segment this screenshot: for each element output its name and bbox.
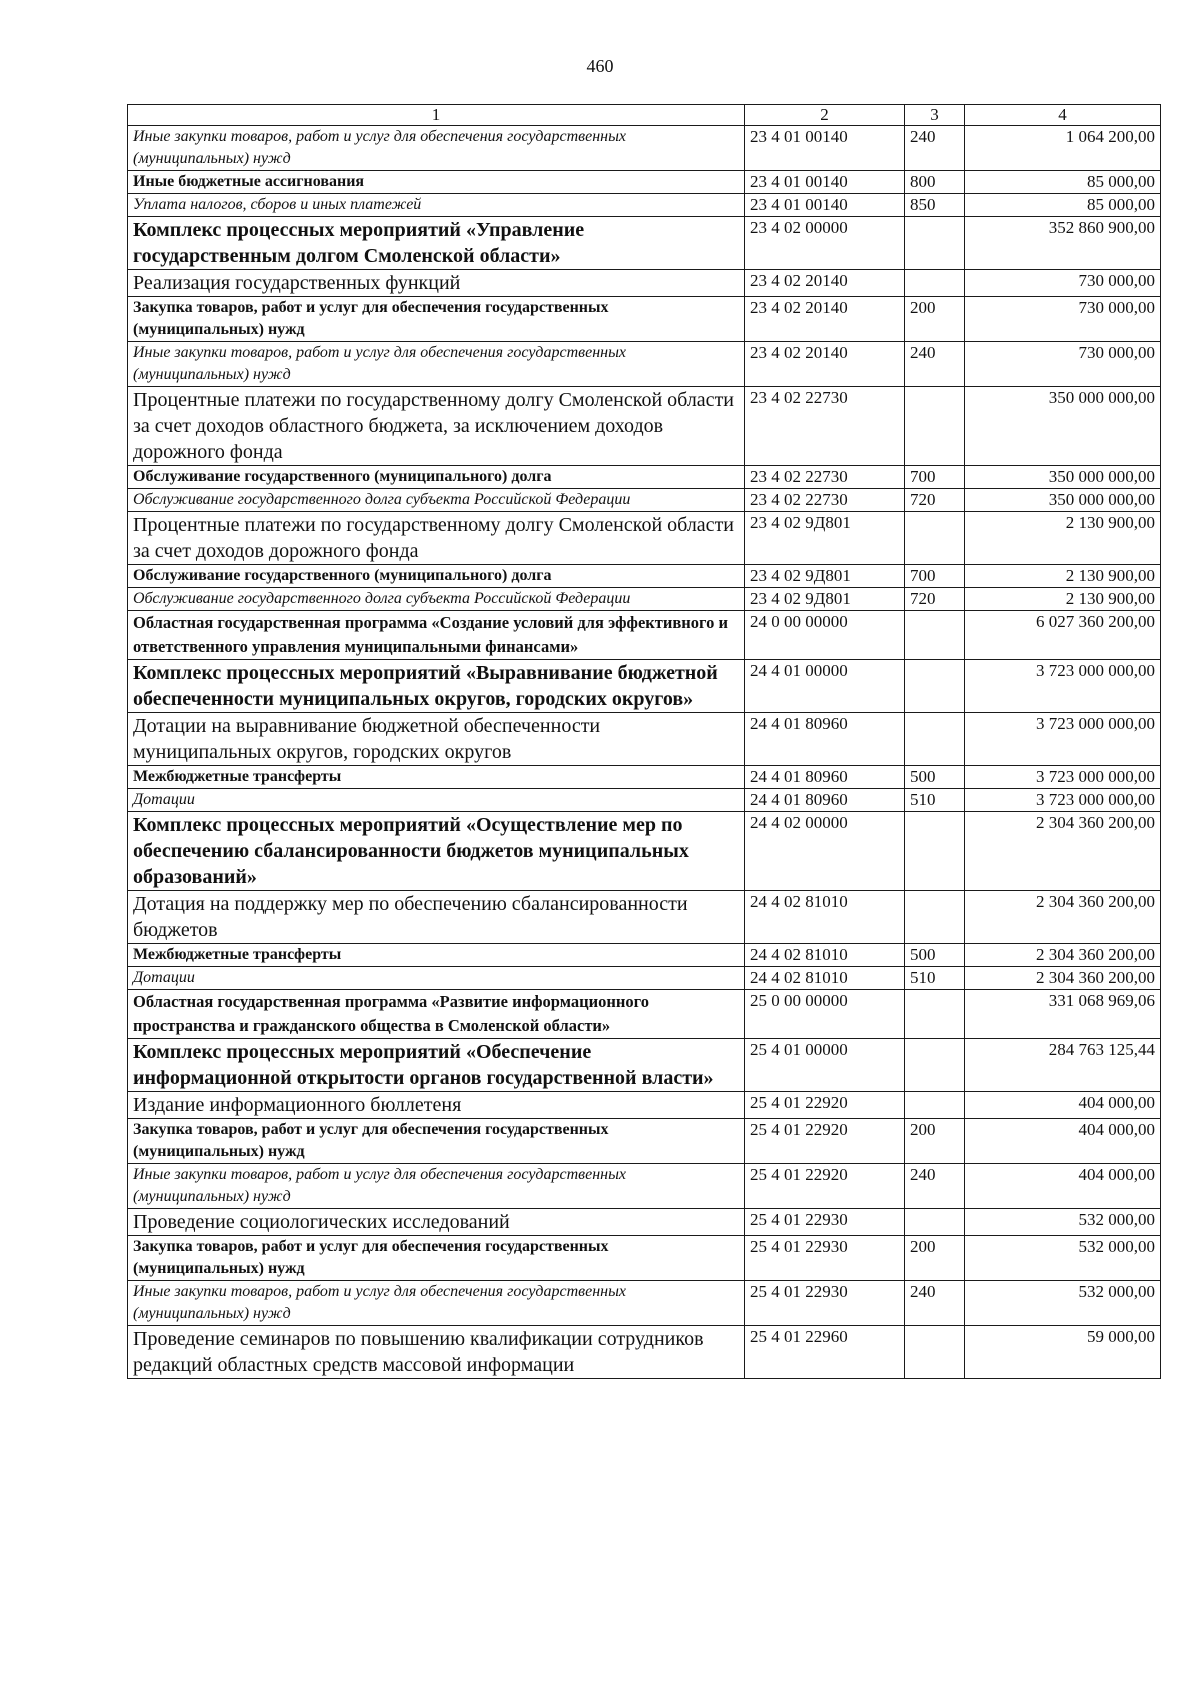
row-code-cell: 25 4 01 22920 xyxy=(745,1119,905,1164)
row-name-cell: Дотации на выравнивание бюджетной обеспеченности муниципальных округов, городских округов xyxy=(128,713,745,766)
row-name-cell: Обслуживание государственного долга субъекта Российской Федерации xyxy=(128,588,745,611)
row-name-cell: Закупка товаров, работ и услуг для обеспечения государственных (муниципальных) нужд xyxy=(128,1119,745,1164)
table-row xyxy=(128,611,1161,660)
row-expense-type-cell xyxy=(905,990,965,1039)
table-row xyxy=(128,1326,1161,1379)
row-amount-cell: 2 304 360 200,00 xyxy=(965,944,1161,967)
row-amount-cell: 2 130 900,00 xyxy=(965,565,1161,588)
row-code-cell: 25 4 01 22930 xyxy=(745,1281,905,1326)
table-row xyxy=(128,126,1161,171)
row-code-cell: 25 0 00 00000 xyxy=(745,990,905,1039)
table-row xyxy=(128,1209,1161,1236)
row-expense-type-cell: 240 xyxy=(905,342,965,387)
table-row xyxy=(128,1236,1161,1281)
table-row xyxy=(128,1164,1161,1209)
row-name-cell: Комплекс процессных мероприятий «Управление государственным долгом Смоленской области» xyxy=(128,217,745,270)
row-code-cell: 24 4 01 80960 xyxy=(745,713,905,766)
row-expense-type-cell xyxy=(905,891,965,944)
row-expense-type-cell: 240 xyxy=(905,1164,965,1209)
row-name-cell: Комплекс процессных мероприятий «Обеспечение информационной открытости органов государственной власти» xyxy=(128,1039,745,1092)
table-row xyxy=(128,297,1161,342)
row-amount-cell: 532 000,00 xyxy=(965,1236,1161,1281)
row-name-cell: Закупка товаров, работ и услуг для обеспечения государственных (муниципальных) нужд xyxy=(128,297,745,342)
row-code-cell: 23 4 01 00140 xyxy=(745,194,905,217)
row-expense-type-cell: 240 xyxy=(905,1281,965,1326)
row-expense-type-cell: 200 xyxy=(905,1236,965,1281)
header-col-3: 3 xyxy=(905,105,965,126)
row-name-cell: Дотации xyxy=(128,967,745,990)
row-code-cell: 23 4 02 22730 xyxy=(745,489,905,512)
row-code-cell: 23 4 02 22730 xyxy=(745,466,905,489)
row-amount-cell: 59 000,00 xyxy=(965,1326,1161,1379)
row-name-cell: Проведение семинаров по повышению квалификации сотрудников редакций областных средств массовой информации xyxy=(128,1326,745,1379)
row-amount-cell: 85 000,00 xyxy=(965,171,1161,194)
row-code-cell: 23 4 01 00140 xyxy=(745,171,905,194)
table-row xyxy=(128,766,1161,789)
row-amount-cell: 2 304 360 200,00 xyxy=(965,891,1161,944)
row-name-cell: Межбюджетные трансферты xyxy=(128,944,745,967)
row-amount-cell: 532 000,00 xyxy=(965,1281,1161,1326)
row-amount-cell: 3 723 000 000,00 xyxy=(965,660,1161,713)
row-amount-cell: 2 304 360 200,00 xyxy=(965,812,1161,891)
row-expense-type-cell xyxy=(905,812,965,891)
row-name-cell: Дотации xyxy=(128,789,745,812)
row-code-cell: 25 4 01 22930 xyxy=(745,1236,905,1281)
row-expense-type-cell xyxy=(905,1039,965,1092)
table-row xyxy=(128,967,1161,990)
row-amount-cell: 730 000,00 xyxy=(965,297,1161,342)
row-expense-type-cell xyxy=(905,713,965,766)
row-name-cell: Областная государственная программа «Развитие информационного пространства и гражданского общества в Смоленской области» xyxy=(128,990,745,1039)
row-code-cell: 23 4 02 9Д801 xyxy=(745,565,905,588)
row-name-cell: Иные закупки товаров, работ и услуг для обеспечения государственных (муниципальных) нужд xyxy=(128,126,745,171)
row-amount-cell: 6 027 360 200,00 xyxy=(965,611,1161,660)
row-amount-cell: 1 064 200,00 xyxy=(965,126,1161,171)
row-code-cell: 24 4 01 00000 xyxy=(745,660,905,713)
row-code-cell: 24 0 00 00000 xyxy=(745,611,905,660)
row-amount-cell: 2 304 360 200,00 xyxy=(965,967,1161,990)
row-name-cell: Обслуживание государственного (муниципального) долга xyxy=(128,565,745,588)
row-expense-type-cell xyxy=(905,1092,965,1119)
row-amount-cell: 352 860 900,00 xyxy=(965,217,1161,270)
table-row xyxy=(128,713,1161,766)
row-expense-type-cell: 510 xyxy=(905,789,965,812)
row-name-cell: Комплекс процессных мероприятий «Выравнивание бюджетной обеспеченности муниципальных округов, городских округов» xyxy=(128,660,745,713)
row-expense-type-cell: 240 xyxy=(905,126,965,171)
table-row xyxy=(128,789,1161,812)
row-expense-type-cell: 720 xyxy=(905,588,965,611)
row-name-cell: Проведение социологических исследований xyxy=(128,1209,745,1236)
row-code-cell: 24 4 01 80960 xyxy=(745,766,905,789)
row-name-cell: Областная государственная программа «Создание условий для эффективного и ответственного управления муниципальными финансами» xyxy=(128,611,745,660)
row-code-cell: 23 4 02 20140 xyxy=(745,297,905,342)
row-name-cell: Уплата налогов, сборов и иных платежей xyxy=(128,194,745,217)
row-amount-cell: 532 000,00 xyxy=(965,1209,1161,1236)
header-col-1: 1 xyxy=(128,105,745,126)
table-row xyxy=(128,270,1161,297)
table-row xyxy=(128,387,1161,466)
table-row xyxy=(128,812,1161,891)
row-expense-type-cell: 200 xyxy=(905,1119,965,1164)
row-name-cell: Реализация государственных функций xyxy=(128,270,745,297)
row-expense-type-cell xyxy=(905,1209,965,1236)
header-col-2: 2 xyxy=(745,105,905,126)
row-amount-cell: 350 000 000,00 xyxy=(965,489,1161,512)
row-expense-type-cell xyxy=(905,270,965,297)
table-row xyxy=(128,990,1161,1039)
table-row xyxy=(128,1039,1161,1092)
row-name-cell: Обслуживание государственного (муниципального) долга xyxy=(128,466,745,489)
table-row xyxy=(128,466,1161,489)
row-name-cell: Иные бюджетные ассигнования xyxy=(128,171,745,194)
row-code-cell: 24 4 02 81010 xyxy=(745,967,905,990)
row-code-cell: 25 4 01 00000 xyxy=(745,1039,905,1092)
row-code-cell: 25 4 01 22920 xyxy=(745,1092,905,1119)
row-code-cell: 24 4 02 81010 xyxy=(745,891,905,944)
row-code-cell: 23 4 02 20140 xyxy=(745,342,905,387)
row-expense-type-cell xyxy=(905,387,965,466)
row-code-cell: 25 4 01 22920 xyxy=(745,1164,905,1209)
row-name-cell: Закупка товаров, работ и услуг для обеспечения государственных (муниципальных) нужд xyxy=(128,1236,745,1281)
row-code-cell: 24 4 02 00000 xyxy=(745,812,905,891)
row-name-cell: Межбюджетные трансферты xyxy=(128,766,745,789)
row-expense-type-cell: 500 xyxy=(905,766,965,789)
row-expense-type-cell: 720 xyxy=(905,489,965,512)
row-name-cell: Обслуживание государственного долга субъекта Российской Федерации xyxy=(128,489,745,512)
row-code-cell: 25 4 01 22960 xyxy=(745,1326,905,1379)
header-col-4: 4 xyxy=(965,105,1161,126)
table-row xyxy=(128,565,1161,588)
row-amount-cell: 2 130 900,00 xyxy=(965,588,1161,611)
row-amount-cell: 85 000,00 xyxy=(965,194,1161,217)
row-code-cell: 23 4 02 20140 xyxy=(745,270,905,297)
row-code-cell: 24 4 02 81010 xyxy=(745,944,905,967)
table-body xyxy=(128,126,1161,1379)
row-expense-type-cell xyxy=(905,611,965,660)
row-amount-cell: 404 000,00 xyxy=(965,1092,1161,1119)
row-name-cell: Иные закупки товаров, работ и услуг для обеспечения государственных (муниципальных) нужд xyxy=(128,342,745,387)
table-row xyxy=(128,171,1161,194)
row-name-cell: Комплекс процессных мероприятий «Осуществление мер по обеспечению сбалансированности бюджетов муниципальных образований» xyxy=(128,812,745,891)
row-name-cell: Процентные платежи по государственному долгу Смоленской области за счет доходов областного бюджета, за исключением доходов дорожного фонда xyxy=(128,387,745,466)
row-code-cell: 24 4 01 80960 xyxy=(745,789,905,812)
budget-table xyxy=(127,104,1161,1379)
table-row xyxy=(128,217,1161,270)
row-amount-cell: 284 763 125,44 xyxy=(965,1039,1161,1092)
row-name-cell: Иные закупки товаров, работ и услуг для обеспечения государственных (муниципальных) нужд xyxy=(128,1281,745,1326)
row-name-cell: Дотация на поддержку мер по обеспечению сбалансированности бюджетов xyxy=(128,891,745,944)
table-header-row xyxy=(128,105,1161,126)
row-amount-cell: 350 000 000,00 xyxy=(965,466,1161,489)
table-row xyxy=(128,512,1161,565)
row-expense-type-cell: 700 xyxy=(905,565,965,588)
row-expense-type-cell: 200 xyxy=(905,297,965,342)
row-code-cell: 23 4 02 9Д801 xyxy=(745,588,905,611)
row-expense-type-cell xyxy=(905,1326,965,1379)
row-amount-cell: 404 000,00 xyxy=(965,1164,1161,1209)
row-expense-type-cell: 510 xyxy=(905,967,965,990)
row-amount-cell: 404 000,00 xyxy=(965,1119,1161,1164)
row-name-cell: Процентные платежи по государственному долгу Смоленской области за счет доходов дорожного фонда xyxy=(128,512,745,565)
row-amount-cell: 2 130 900,00 xyxy=(965,512,1161,565)
row-amount-cell: 730 000,00 xyxy=(965,342,1161,387)
row-code-cell: 23 4 02 00000 xyxy=(745,217,905,270)
table-row xyxy=(128,588,1161,611)
row-amount-cell: 331 068 969,06 xyxy=(965,990,1161,1039)
row-amount-cell: 730 000,00 xyxy=(965,270,1161,297)
row-name-cell: Иные закупки товаров, работ и услуг для обеспечения государственных (муниципальных) нужд xyxy=(128,1164,745,1209)
row-code-cell: 23 4 02 22730 xyxy=(745,387,905,466)
table-row xyxy=(128,1092,1161,1119)
row-code-cell: 23 4 02 9Д801 xyxy=(745,512,905,565)
row-expense-type-cell xyxy=(905,217,965,270)
row-code-cell: 23 4 01 00140 xyxy=(745,126,905,171)
row-expense-type-cell: 800 xyxy=(905,171,965,194)
row-expense-type-cell: 700 xyxy=(905,466,965,489)
row-expense-type-cell: 500 xyxy=(905,944,965,967)
table-row xyxy=(128,1119,1161,1164)
row-name-cell: Издание информационного бюллетеня xyxy=(128,1092,745,1119)
table-row xyxy=(128,489,1161,512)
row-expense-type-cell xyxy=(905,512,965,565)
row-amount-cell: 350 000 000,00 xyxy=(965,387,1161,466)
row-amount-cell: 3 723 000 000,00 xyxy=(965,766,1161,789)
table-row xyxy=(128,342,1161,387)
row-expense-type-cell: 850 xyxy=(905,194,965,217)
row-amount-cell: 3 723 000 000,00 xyxy=(965,789,1161,812)
table-row xyxy=(128,944,1161,967)
row-code-cell: 25 4 01 22930 xyxy=(745,1209,905,1236)
page-number: 460 xyxy=(586,56,614,76)
row-amount-cell: 3 723 000 000,00 xyxy=(965,713,1161,766)
table-row xyxy=(128,891,1161,944)
table-row xyxy=(128,1281,1161,1326)
row-expense-type-cell xyxy=(905,660,965,713)
table-row xyxy=(128,194,1161,217)
table-row xyxy=(128,660,1161,713)
